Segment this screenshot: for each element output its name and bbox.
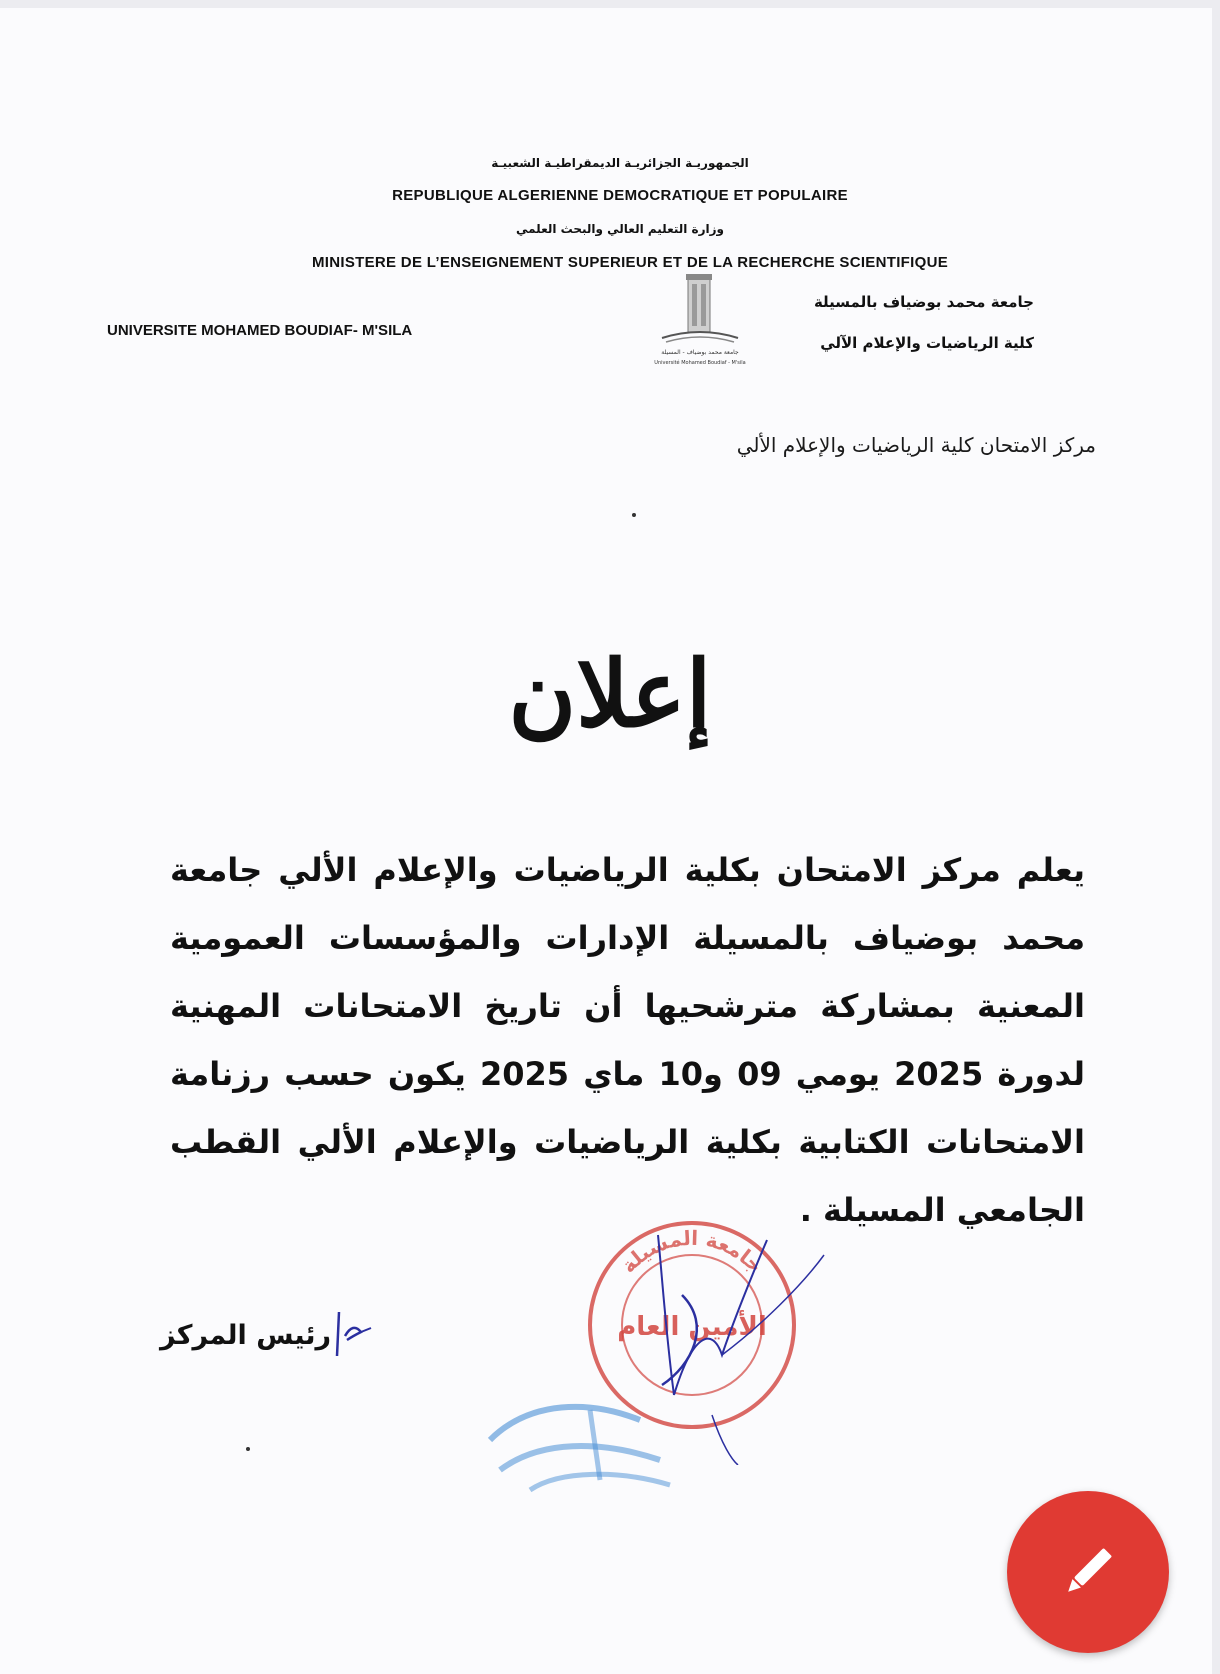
edit-button[interactable] — [1007, 1491, 1169, 1653]
announcement-title: إعلان — [508, 640, 712, 748]
top-edge — [0, 0, 1220, 8]
ministry-french: MINISTERE DE L’ENSEIGNEMENT SUPERIEUR ET DE LA RECHERCHE SCIENTIFIQUE — [311, 254, 949, 271]
republic-french: REPUBLIQUE ALGERIENNE DEMOCRATIQUE ET POPULAIRE — [392, 187, 848, 204]
svg-text:جامعة المسيلة: جامعة المسيلة — [616, 1225, 768, 1278]
svg-text:Université Mohamed Boudiaf - M: Université Mohamed Boudiaf - M'sila — [654, 360, 746, 366]
right-edge — [1212, 0, 1220, 1674]
announcement-body: يعلم مركز الامتحان بكلية الرياضيات والإعلام الألي جامعة محمد بوضياف بالمسيلة الإدارات والمؤسسات العمومية المعنية بمشاركة مترشحيها أن تاريخ الامتحانات المهنية لدورة 2025 يومي 09 و10 ماي 2025 يكون حسب رزنامة الامتحانات الكتابية بكلية الرياضيات والإعلام الألي القطب الجامعي المسيلة . — [170, 851, 1086, 1229]
speck — [246, 1447, 250, 1451]
stamp-text: الأمين العام — [617, 1312, 767, 1342]
svg-text:جامعة محمد بوضياف - المسيلة: جامعة محمد بوضياف - المسيلة — [661, 349, 739, 356]
university-name-french: UNIVERSITE MOHAMED BOUDIAF- M'SILA — [107, 322, 413, 339]
exam-center-heading: مركز الامتحان كلية الرياضيات والإعلام الألي — [736, 433, 1096, 457]
republic-arabic: الجمهوريـة الجزائريـة الديمقراطيـة الشعبيـة — [491, 156, 749, 170]
university-logo — [652, 272, 748, 370]
speck — [632, 513, 636, 517]
blue-stamp-impression — [470, 1380, 700, 1500]
ministry-arabic: وزارة التعليم العالي والبحث العلمي — [515, 222, 725, 236]
faculty-name-arabic: كلية الرياضيات والإعلام الآلي — [820, 334, 1034, 352]
university-name-arabic: جامعة محمد بوضياف بالمسيلة — [813, 293, 1034, 311]
center-head-label: رئيس المركز — [160, 1320, 332, 1351]
pencil-icon — [1056, 1540, 1120, 1604]
handwritten-initials — [331, 1306, 375, 1362]
